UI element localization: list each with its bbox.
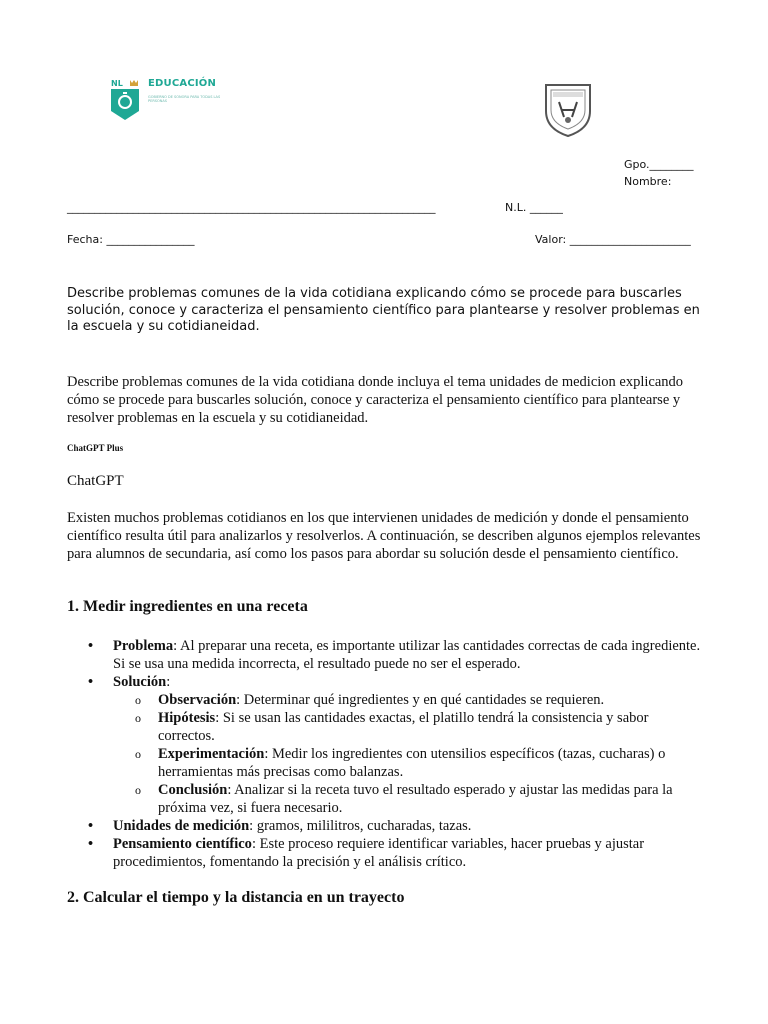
list-item <box>113 745 708 781</box>
list-item <box>88 835 708 871</box>
solution-steps-list <box>113 691 708 817</box>
answer-intro-paragraph: Existen muchos problemas cotidianos en los que intervienen unidades de medición y donde el pensamiento científico resulta útil para analizarlos y resolverlos. A continuación, se describen algunos ejemplos relevantes para alumnos de secundaria, así como los pasos para abordar su solución desde el pensamiento científico. <box>67 510 701 562</box>
step-text: : Analizar si la receta tuvo el resultado esperado y ajustar las medidas para la próxima vez, si fuera necesario. <box>158 782 673 816</box>
school-crest-icon <box>543 82 593 138</box>
logo-subtitle: GOBIERNO DE SONORA PARA TODAS LAS PERSONAS <box>148 95 221 103</box>
list-item <box>113 709 708 745</box>
shield-badge-icon <box>110 78 140 122</box>
list-item <box>88 817 708 835</box>
step-label: Experimentación <box>158 746 265 762</box>
units-label: Unidades de medición <box>113 818 250 834</box>
problem-text: : Al preparar una receta, es importante utilizar las cantidades correctas de cada ingrediente. Si se usa una medida incorrecta, el resultado puede no ser el esperado. <box>113 638 701 672</box>
svg-text:NL: NL <box>111 79 123 88</box>
solution-label: Solución <box>113 674 167 690</box>
name-field-line[interactable]: ___________________________________________________________________ <box>67 201 436 214</box>
list-number-field[interactable]: N.L. ______ <box>505 201 563 214</box>
education-logo <box>110 78 225 126</box>
instruction-paragraph: Describe problemas comunes de la vida cotidiana explicando cómo se procede para buscarles solución, conoce y caracteriza el pensamiento científico para plantearse y resolver problemas en la escuela y su cotidianeidad. <box>67 286 700 334</box>
step-text: : Medir los ingredientes con utensilios específicos (tazas, cucharas) o herramientas más precisas como balanzas. <box>158 746 666 780</box>
group-field[interactable]: Gpo.________ <box>624 158 694 171</box>
step-label: Conclusión <box>158 782 228 798</box>
prompt-paragraph: Describe problemas comunes de la vida cotidiana donde incluya el tema unidades de medicion explicando cómo se procede para buscarles solución, conoce y caracteriza el pensamiento científico para plantearse y resolver problemas en la escuela y su cotidianeidad. <box>67 374 684 426</box>
section-1-heading: 1. Medir ingredientes en una receta <box>67 598 308 615</box>
chatgpt-label: ChatGPT <box>67 473 124 489</box>
step-label: Hipótesis <box>158 710 216 726</box>
step-text: : Si se usan las cantidades exactas, el platillo tendrá la consistencia y sabor correctos. <box>158 710 649 744</box>
name-label: Nombre: <box>624 175 672 188</box>
step-text: : Determinar qué ingredientes y en qué cantidades se requieren. <box>236 692 605 708</box>
logo-text <box>148 78 228 103</box>
logo-title: EDUCACIÓN <box>148 78 217 89</box>
section-2-heading: 2. Calcular el tiempo y la distancia en un trayecto <box>67 889 405 906</box>
solution-colon: : <box>166 674 171 690</box>
date-field[interactable]: Fecha: ________________ <box>67 233 195 246</box>
score-field[interactable]: Valor: ______________________ <box>535 233 691 246</box>
section-1-list <box>88 637 708 871</box>
scientific-thinking-text: : Este proceso requiere identificar variables, hacer pruebas y ajustar procedimientos, fomentando la precisión y el análisis crítico. <box>113 836 645 870</box>
units-text: : gramos, mililitros, cucharadas, tazas. <box>249 818 472 834</box>
chatgpt-plus-label: ChatGPT Plus <box>67 443 124 453</box>
list-item <box>113 781 708 817</box>
list-item <box>88 637 708 673</box>
problem-label: Problema <box>113 638 174 654</box>
list-item <box>113 691 708 709</box>
step-label: Observación <box>158 692 237 708</box>
scientific-thinking-label: Pensamiento científico <box>113 836 252 852</box>
list-item <box>88 673 708 817</box>
